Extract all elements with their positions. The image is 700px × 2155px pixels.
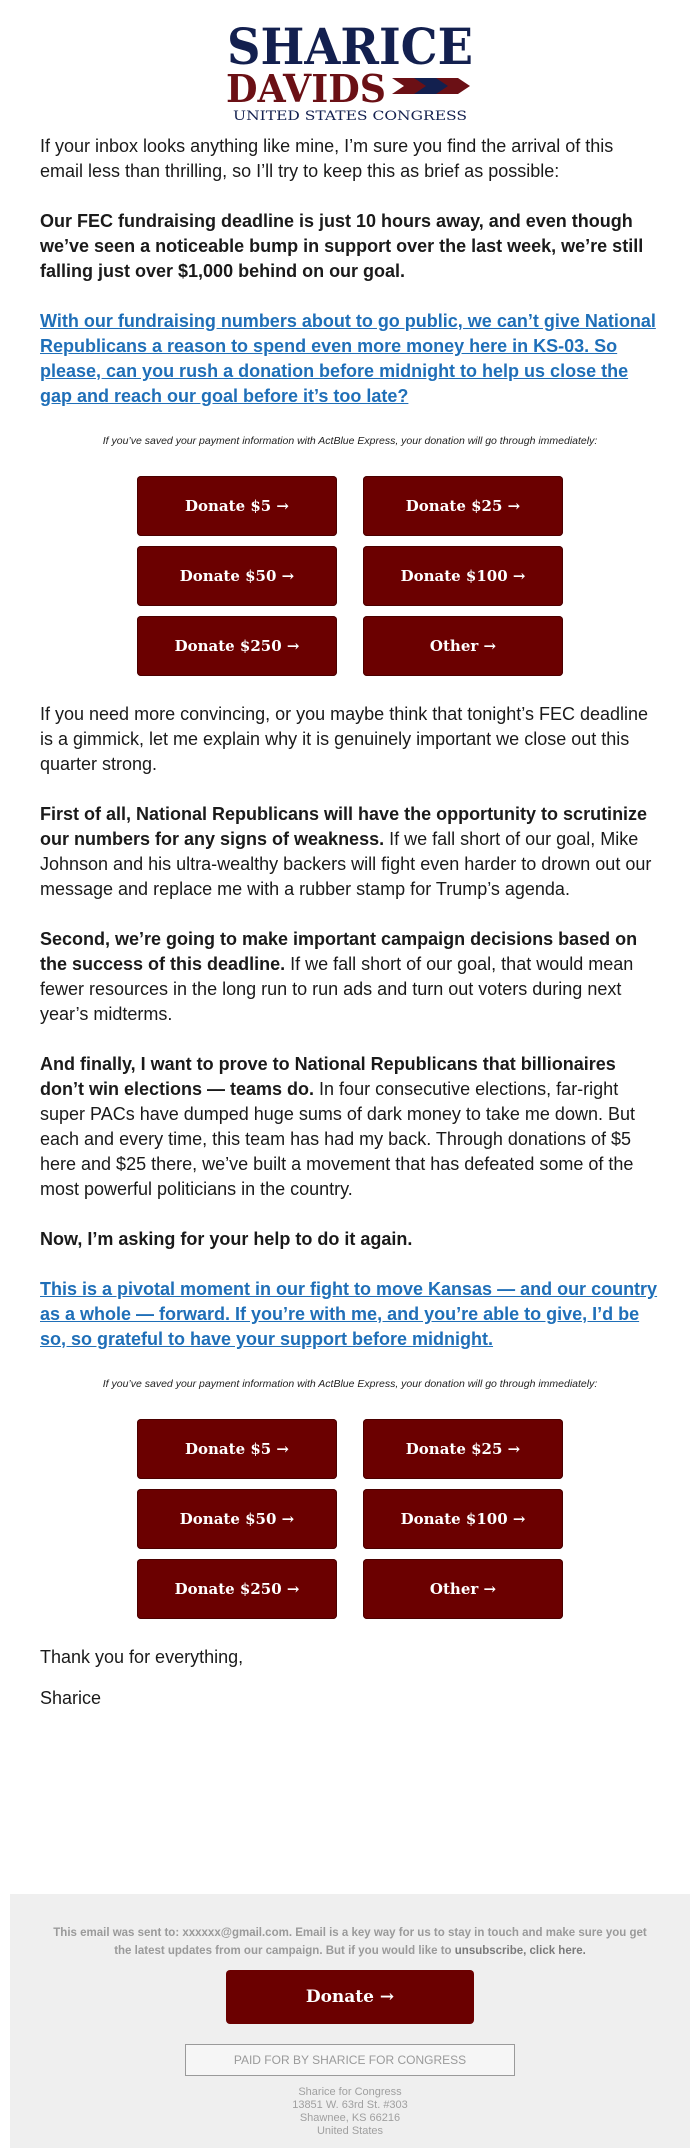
convincing-paragraph: If you need more convincing, or you maybe think that tonight’s FEC deadline is a gimmick, let me explain why it is genuinely important we close out this quarter strong.: [40, 704, 649, 774]
donate-other-button[interactable]: Other →: [363, 616, 563, 676]
intro-paragraph: If your inbox looks anything like mine, I’m sure you find the arrival of this email less than thrilling, so I’ll try to keep this as brief as possible:: [40, 136, 614, 181]
donate-100-button[interactable]: Donate $100 →: [363, 1489, 563, 1549]
footer-sent-text: This email was sent to: xxxxxx@gmail.com. Email is a key way for us to stay in touch and make sure you get the latest updates from our campaign. But if you would like to: [53, 1927, 647, 1957]
second-reason-bold: Second, we’re going to make important campaign decisions based on the success of this deadline.: [40, 929, 638, 974]
donate-link-1[interactable]: With our fundraising numbers about to go public, we can’t give National Republicans a reason to spend even more money here in KS-03. So please, can you rush a donation before midnight to help us close the gap and reach our goal before it’s too late?: [40, 311, 656, 406]
actblue-note-2: If you’ve saved your payment information with ActBlue Express, your donation will go through immediately:: [102, 1378, 598, 1390]
donate-50-button[interactable]: Donate $50 →: [137, 1489, 337, 1549]
donate-link-2[interactable]: This is a pivotal moment in our fight to move Kansas — and our country as a whole — forward. If you’re with me, and you’re able to give, I’d be so, so grateful to have your support before midnight.: [40, 1279, 658, 1349]
address-line: 13851 W. 63rd St. #303: [292, 2099, 408, 2111]
donate-250-button[interactable]: Donate $250 →: [137, 616, 337, 676]
footer-disclaimer: [46, 1924, 654, 1960]
donate-5-button[interactable]: Donate $5 →: [137, 476, 337, 536]
donate-button-grid-2: [40, 1419, 660, 1619]
donate-5-button[interactable]: Donate $5 →: [137, 1419, 337, 1479]
donate-100-button[interactable]: Donate $100 →: [363, 546, 563, 606]
donate-250-button[interactable]: Donate $250 →: [137, 1559, 337, 1619]
email-footer: [10, 1894, 690, 2148]
address-line: Sharice for Congress: [298, 2086, 402, 2098]
logo-last-name: DAVIDS: [226, 66, 386, 111]
third-reason-bold: And finally, I want to prove to National Republicans that billionaires don’t win elections — teams do.: [40, 1054, 616, 1099]
actblue-note: If you’ve saved your payment information with ActBlue Express, your donation will go through immediately:: [102, 435, 598, 447]
second-reason-paragraph: [40, 927, 660, 1027]
address-line: Shawnee, KS 66216: [299, 2112, 401, 2124]
ask-paragraph: Now, I’m asking for your help to do it again.: [40, 1229, 413, 1249]
thank-you-line: Thank you for everything,: [40, 1647, 244, 1667]
email-body: [0, 134, 700, 1711]
donate-50-button[interactable]: Donate $50 →: [137, 546, 337, 606]
deadline-paragraph: Our FEC fundraising deadline is just 10 hours away, and even though we’ve seen a noticeable bump in support over the last week, we’re still falling just over $1,000 behind on our goal.: [40, 211, 644, 281]
campaign-logo: [220, 18, 480, 124]
logo-first-name: SHARICE: [227, 18, 473, 76]
first-reason-text: If we fall short of our goal, Mike Johnson and his ultra-wealthy backers will fight even harder to drown out our message and replace me with a rubber stamp for Trump’s agenda.: [40, 829, 652, 899]
paid-for-by-box: PAID FOR BY SHARICE FOR CONGRESS: [185, 2044, 515, 2076]
logo-subtitle: UNITED STATES CONGRESS: [233, 109, 467, 124]
first-reason-bold: First of all, National Republicans will have the opportunity to scrutinize our numbers for any signs of weakness.: [40, 804, 648, 849]
first-reason-paragraph: [40, 802, 660, 902]
chevron-arrows-icon: [392, 78, 470, 94]
donate-25-button[interactable]: Donate $25 →: [363, 1419, 563, 1479]
donate-25-button[interactable]: Donate $25 →: [363, 476, 563, 536]
email-page: [0, 18, 700, 2137]
donate-other-button[interactable]: Other →: [363, 1559, 563, 1619]
footer-donate-button[interactable]: Donate →: [226, 1970, 474, 2024]
third-reason-text: In four consecutive elections, far-right super PACs have dumped huge sums of dark money to take me down. But each and every time, this team has had my back. Through donations of $5 here and $25 there, we’ve built a movement that has defeated some of the most powerful politicians in the country.: [40, 1079, 635, 1199]
campaign-address: [10, 2086, 690, 2138]
unsubscribe-link[interactable]: unsubscribe, click here.: [454, 1945, 586, 1957]
third-reason-paragraph: [40, 1052, 660, 1202]
address-line: United States: [316, 2125, 384, 2137]
donate-button-grid-1: [40, 476, 660, 676]
signature: Sharice: [40, 1688, 102, 1708]
second-reason-text: If we fall short of our goal, that would mean fewer resources in the long run to run ads and turn out voters during next year’s midterms.: [40, 954, 634, 1024]
